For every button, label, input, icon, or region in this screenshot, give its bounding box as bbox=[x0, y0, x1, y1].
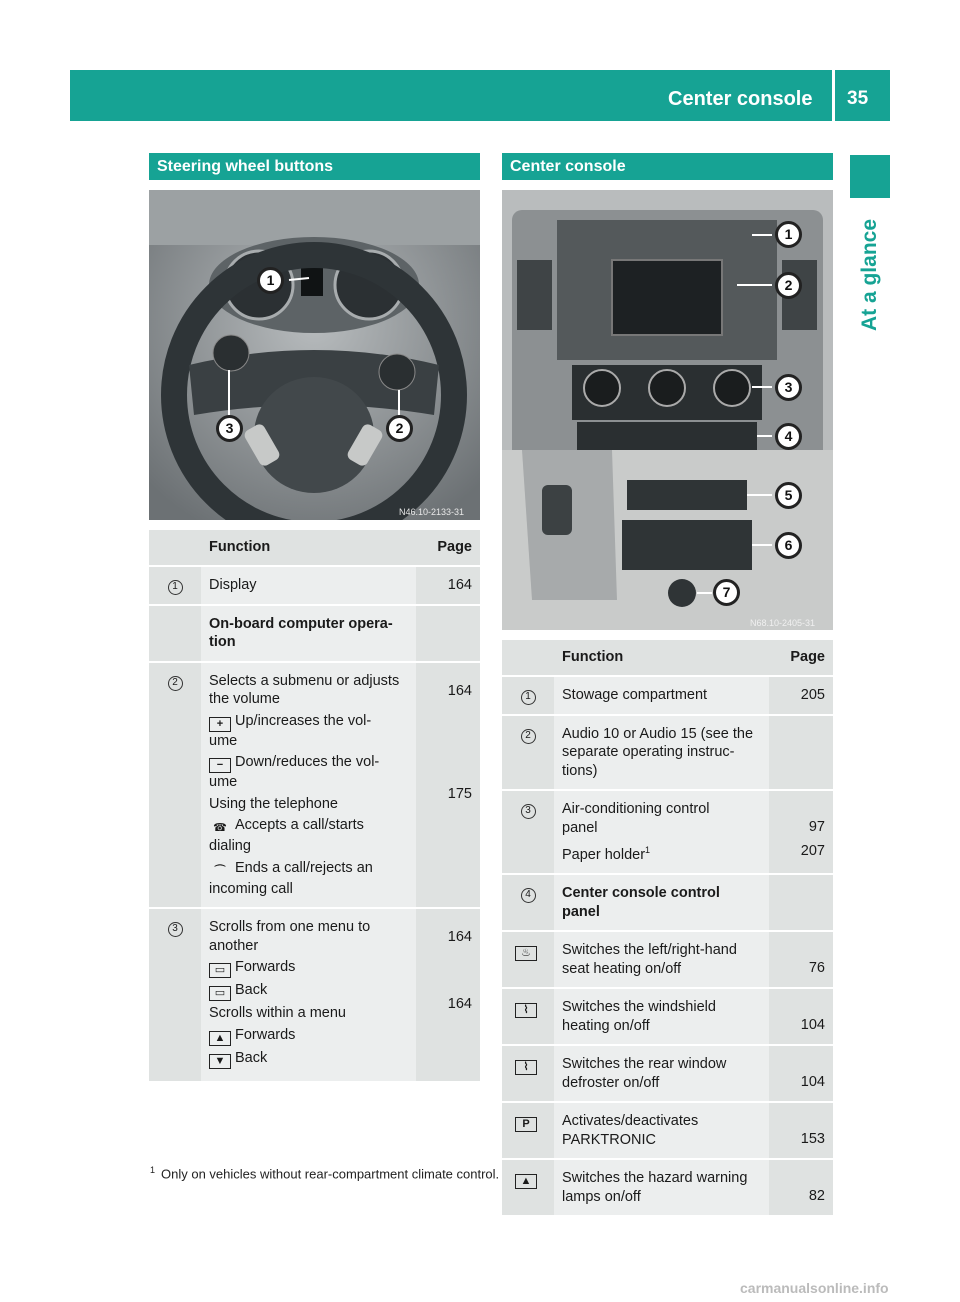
footnote bbox=[150, 1165, 499, 1181]
row-page: 175 bbox=[447, 786, 472, 802]
table-row bbox=[149, 909, 480, 1081]
row-text: another bbox=[209, 937, 259, 954]
row-text: Center console control bbox=[562, 885, 720, 902]
table-row bbox=[502, 932, 833, 987]
row-number: 1 bbox=[521, 690, 536, 705]
steering-wheel-illustration bbox=[149, 190, 480, 520]
callout-7: 7 bbox=[713, 579, 740, 606]
parktronic-icon: P bbox=[515, 1117, 537, 1132]
item-text: ume bbox=[209, 732, 238, 749]
item-text: Down/reduces the vol- bbox=[235, 754, 380, 770]
image-code: N68.10-2405-31 bbox=[750, 618, 816, 628]
steering-functions-table bbox=[149, 528, 480, 1083]
minus-icon: − bbox=[209, 758, 231, 773]
row-text: tions) bbox=[562, 762, 598, 779]
chapter-label: At a glance bbox=[858, 218, 881, 332]
table-row bbox=[502, 1046, 833, 1101]
table-row bbox=[502, 716, 833, 790]
footnote-text: Only on vehicles without rear-compartment climate control. bbox=[161, 1166, 500, 1182]
table-row bbox=[149, 663, 480, 908]
item-text: incoming call bbox=[209, 880, 293, 897]
callout-3: 3 bbox=[216, 415, 243, 442]
row-page: 153 bbox=[800, 1131, 825, 1148]
row-text: separate operating instruc- bbox=[562, 744, 735, 760]
row-text: lamps on/off bbox=[562, 1188, 641, 1205]
item-text: Ends a call/rejects an bbox=[235, 859, 373, 876]
row-page: 104 bbox=[800, 1017, 825, 1034]
row-text: Paper holder bbox=[562, 846, 646, 863]
row-page: 82 bbox=[808, 1188, 825, 1205]
row-page: 164 bbox=[447, 929, 472, 945]
callout-2: 2 bbox=[775, 272, 802, 299]
callout-1: 1 bbox=[257, 267, 284, 294]
row-text: panel bbox=[562, 819, 598, 836]
row-text: Switches the left/right-hand bbox=[562, 942, 737, 959]
row-text: Switches the windshield bbox=[562, 999, 716, 1016]
row-number: 2 bbox=[168, 676, 183, 691]
item-text: Accepts a call/starts bbox=[235, 817, 364, 833]
forward-menu-icon: ▭ bbox=[209, 963, 231, 978]
row-text: Selects a submenu or adjusts bbox=[209, 672, 400, 689]
table-row bbox=[502, 677, 833, 714]
row-text: Scrolls within a menu bbox=[209, 1005, 346, 1021]
callout-4: 4 bbox=[775, 423, 802, 450]
col-function: Function bbox=[554, 640, 769, 675]
table-row bbox=[502, 875, 833, 930]
header-divider bbox=[832, 70, 835, 121]
arrow-down-icon: ▼ bbox=[209, 1054, 231, 1069]
row-text: Stowage compartment bbox=[562, 686, 708, 703]
table-header-row bbox=[502, 640, 833, 675]
row-page: 164 bbox=[447, 576, 472, 593]
row-text: the volume bbox=[209, 691, 280, 707]
item-text: Back bbox=[235, 982, 268, 998]
row-text: Air-conditioning control bbox=[562, 801, 710, 817]
row-text: Scrolls from one menu to bbox=[209, 919, 371, 935]
table-row bbox=[502, 1160, 833, 1215]
image-code: N46.10-2133-31 bbox=[399, 507, 465, 517]
item-text: ume bbox=[209, 774, 238, 790]
page-header-title: Center console bbox=[668, 88, 813, 110]
row-text: heating on/off bbox=[562, 1017, 650, 1034]
rear-defroster-icon: ⌇ bbox=[515, 1060, 537, 1075]
row-text: PARKTRONIC bbox=[562, 1131, 656, 1148]
table-row bbox=[149, 606, 480, 661]
row-number: 2 bbox=[521, 729, 536, 744]
callout-5: 5 bbox=[775, 482, 802, 509]
center-console-table bbox=[502, 638, 833, 1217]
section-title-steering: Steering wheel buttons bbox=[149, 153, 480, 180]
row-text: Switches the hazard warning bbox=[562, 1170, 748, 1187]
col-page: Page bbox=[416, 530, 480, 565]
col-page: Page bbox=[769, 640, 833, 675]
row-number: 4 bbox=[521, 888, 536, 903]
item-text: Back bbox=[235, 1049, 268, 1066]
row-text: panel bbox=[562, 903, 600, 920]
row-page: 164 bbox=[447, 995, 472, 1012]
page-number: 35 bbox=[847, 88, 869, 109]
row-text: Activates/deactivates bbox=[562, 1113, 699, 1130]
table-row bbox=[502, 1103, 833, 1158]
windshield-heating-icon: ⌇ bbox=[515, 1003, 537, 1018]
table-header-row bbox=[149, 530, 480, 565]
center-console-photo bbox=[502, 190, 833, 630]
callout-1: 1 bbox=[775, 221, 802, 248]
row-text: Display bbox=[209, 576, 257, 593]
callout-3: 3 bbox=[775, 374, 802, 401]
callout-6: 6 bbox=[775, 532, 802, 559]
row-page: 207 bbox=[800, 842, 825, 859]
row-number: 1 bbox=[168, 580, 183, 595]
item-text: Forwards bbox=[235, 1026, 296, 1043]
row-page: 164 bbox=[447, 682, 472, 699]
phone-accept-icon: ☎ bbox=[213, 822, 227, 834]
item-text: Up/increases the vol- bbox=[235, 712, 372, 729]
table-row bbox=[149, 567, 480, 604]
item-text: dialing bbox=[209, 838, 251, 854]
chapter-tab bbox=[850, 155, 890, 198]
hazard-icon: ▲ bbox=[515, 1174, 537, 1189]
watermark: carmanualsonline.info bbox=[740, 1280, 889, 1296]
row-page: 205 bbox=[800, 686, 825, 703]
arrow-up-icon: ▲ bbox=[209, 1031, 231, 1046]
plus-icon: + bbox=[209, 717, 231, 732]
col-function: Function bbox=[201, 530, 416, 565]
footnote-mark: 1 bbox=[150, 1165, 156, 1175]
row-page: 97 bbox=[808, 819, 825, 835]
row-text: On-board computer opera- bbox=[209, 615, 393, 632]
row-page: 104 bbox=[800, 1074, 825, 1091]
item-text: Forwards bbox=[235, 959, 296, 975]
table-row bbox=[502, 989, 833, 1044]
row-number: 3 bbox=[168, 922, 183, 937]
row-text: Audio 10 or Audio 15 (see the bbox=[562, 725, 754, 742]
row-text: defroster on/off bbox=[562, 1074, 660, 1091]
table-row bbox=[502, 791, 833, 873]
seat-heating-icon: ♨ bbox=[515, 946, 537, 961]
row-text: Switches the rear window bbox=[562, 1056, 727, 1073]
row-text: Using the telephone bbox=[209, 795, 338, 812]
footnote-ref: 1 bbox=[645, 845, 651, 855]
back-menu-icon: ▭ bbox=[209, 986, 231, 1001]
phone-end-icon: ⌒ bbox=[214, 864, 226, 877]
row-number: 3 bbox=[521, 804, 536, 819]
center-console-illustration bbox=[502, 190, 833, 630]
row-text: tion bbox=[209, 634, 236, 650]
section-title-center-console: Center console bbox=[502, 153, 833, 180]
callout-2: 2 bbox=[386, 415, 413, 442]
row-page: 76 bbox=[808, 960, 825, 977]
steering-wheel-photo bbox=[149, 190, 480, 520]
row-text: seat heating on/off bbox=[562, 960, 682, 977]
